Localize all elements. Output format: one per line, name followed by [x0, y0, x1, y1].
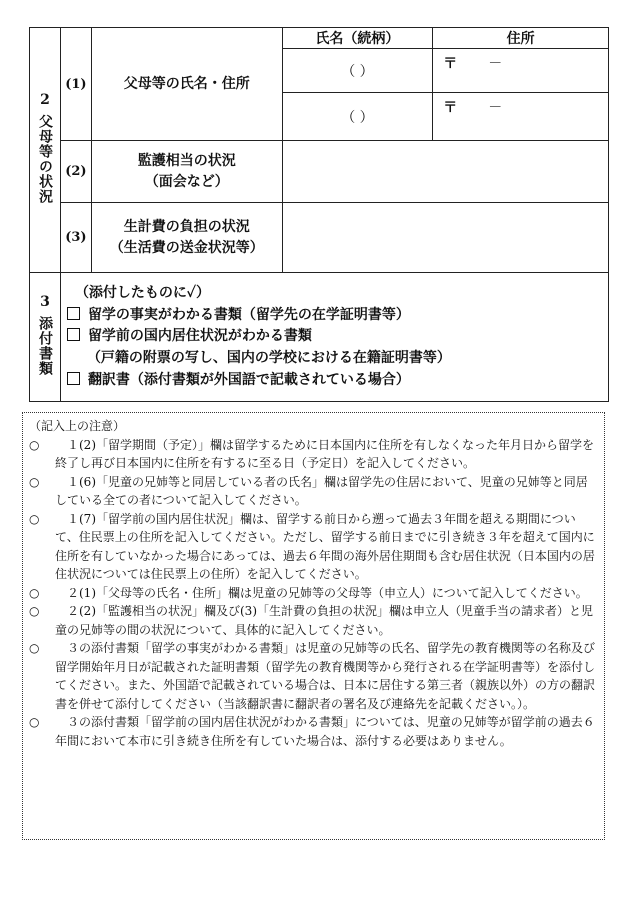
header-name-relation: 氏名（続柄）	[282, 28, 433, 49]
attachment-item-2	[67, 326, 600, 348]
parent-1-name-field[interactable]	[282, 49, 433, 93]
parent-1-address-field[interactable]	[433, 49, 609, 93]
section-2-number: 2	[40, 92, 50, 108]
attachments-cell	[60, 273, 608, 402]
item-3-number: (3)	[60, 203, 91, 273]
status-form-table	[29, 27, 609, 402]
postal-mark: 〒	[443, 100, 458, 116]
note-text: ２(1)「父母等の氏名・住所」欄は児童の兄姉等の父母等（申立人）について記入してください。	[67, 585, 588, 600]
item-1-label: 父母等の氏名・住所	[91, 28, 282, 141]
item-2-label-line2: （面会など）	[144, 173, 229, 190]
attachment-item-1	[67, 305, 600, 327]
postal-mark: 〒	[443, 56, 458, 72]
note-bullet: ○	[29, 641, 40, 655]
note-bullet: ○	[29, 511, 40, 526]
note-item	[29, 602, 598, 639]
attachments-intro: （添付したものに✓）	[74, 285, 210, 301]
postal-dash: －	[488, 56, 503, 72]
postal-dash: －	[488, 100, 503, 116]
attachment-2-checkbox[interactable]	[67, 328, 80, 341]
header-address: 住所	[433, 28, 609, 49]
note-item	[29, 473, 598, 510]
note-item	[29, 510, 598, 584]
item-1-number: (1)	[60, 28, 91, 141]
section-3-number: 3	[40, 294, 50, 311]
item-2-label-line1: 監護相当の状況	[137, 153, 236, 170]
parent-2-relation: （ ）	[341, 109, 374, 126]
section-3-cell	[30, 273, 61, 402]
note-item	[29, 436, 598, 473]
item-3-label-line1: 生計費の負担の状況	[123, 219, 250, 236]
note-bullet: ○	[29, 604, 40, 618]
item-3-label-line2: （生活費の送金状況等）	[109, 239, 264, 256]
note-text: ３の添付書類「留学前の国内居住状況がわかる書類」については、児童の兄姉等が留学前の過去６年間において本市に引き続き住所を有していた場合は、添付する必要はありません。	[55, 715, 595, 748]
attachment-item-3	[67, 370, 600, 392]
item-3-label	[91, 203, 282, 273]
note-text: １(6)「児童の兄姉等と同居している者の氏名」欄は留学先の住居において、児童の兄姉等と同居している全ての者について記入してください。	[55, 474, 588, 507]
note-text: １(2)「留学期間（予定）」欄は留学するために日本国内に住所を有しなくなった年月日から留学を終了し再び日本国内に住所を有するに至る日（予定日）を記入してください。	[55, 437, 595, 470]
note-text: ２(2)「監護相当の状況」欄及び(3)「生計費の負担の状況」欄は申立人（児童手当の請求者）と児童の兄姉等の間の状況について、具体的に記入してください。	[55, 604, 593, 637]
attachment-1-label: 留学の事実がわかる書類（留学先の在学証明書等）	[87, 306, 410, 323]
attachment-2-label: 留学前の国内居住状況がわかる書類	[87, 328, 312, 345]
attachment-1-checkbox[interactable]	[67, 307, 80, 320]
section-2-title: 父母等の状況	[36, 114, 53, 204]
custody-status-field[interactable]	[282, 141, 608, 203]
note-bullet: ○	[29, 437, 40, 452]
notes-title: （記入上の注意）	[29, 419, 126, 433]
living-cost-field[interactable]	[282, 203, 608, 273]
note-bullet: ○	[29, 474, 40, 489]
note-item	[29, 713, 598, 750]
parent-1-relation: （ ）	[341, 63, 374, 80]
note-bullet: ○	[29, 585, 40, 600]
notes-box	[22, 412, 605, 840]
note-text: ３の添付書類「留学の事実がわかる書類」は児童の兄姉等の氏名、留学先の教育機関等の名称及び留学開始年月日が記載された証明書類（留学先の教育機関等から発行される在学証明書等）を添付してください。また、外国語で記載されている場合は、日本に居住する第三者（親族以外）の方の翻訳書を併せて添付してください（当該翻訳書に翻訳者の署名及び連絡先を記載ください。）。	[55, 641, 596, 711]
item-2-label	[91, 141, 282, 203]
section-2-cell	[30, 28, 61, 273]
note-text: １(7)「留学前の国内居住状況」欄は、留学する前日から遡って過去３年間を超える期間について、住民票上の住所を記入してください。ただし、留学する前日までに引き続き３年を超えて国内に住所を有していなかった場合にあっては、過去６年間の海外居住期間も含む居住状況（日本国内の居住状況については住民票上の住所）を記入してください。	[55, 511, 595, 581]
note-item	[29, 584, 598, 603]
section-3-title: 添付書類	[36, 316, 53, 377]
attachment-3-label: 翻訳書（添付書類が外国語で記載されている場合）	[87, 371, 410, 388]
parent-2-name-field[interactable]	[282, 93, 433, 141]
attachment-3-checkbox[interactable]	[67, 372, 80, 385]
attachment-2-note: （戸籍の附票の写し、国内の学校における在籍証明書等）	[86, 350, 451, 367]
parent-2-address-field[interactable]	[433, 93, 609, 141]
item-2-number: (2)	[60, 141, 91, 203]
note-bullet: ○	[29, 715, 40, 729]
note-item	[29, 639, 598, 713]
